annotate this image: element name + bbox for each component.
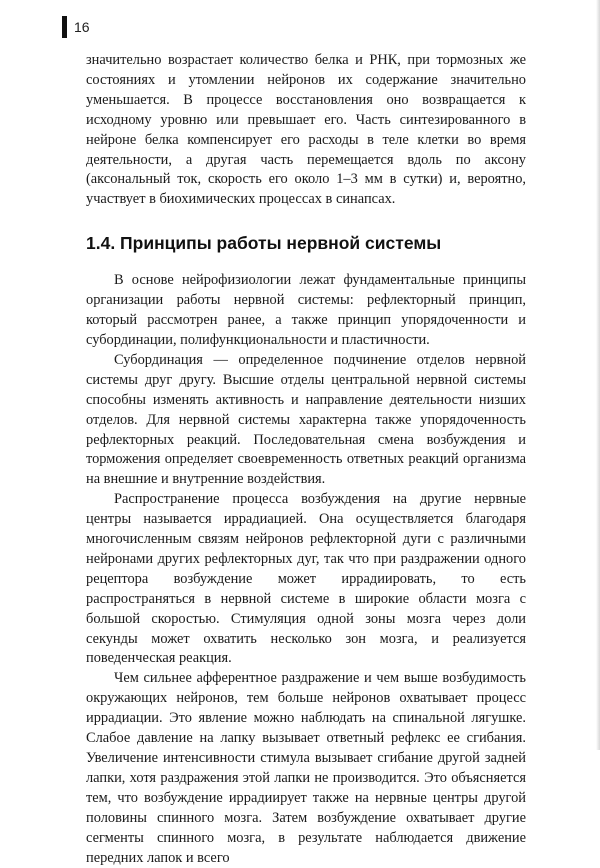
page-content: [86, 51, 526, 868]
section-heading: 1.4. Принципы работы нервной системы: [86, 233, 442, 254]
paragraph-principles: В основе нейрофизиологии лежат фундаментальные принципы организации работы нервной системы: рефлекторный принцип, который рассмотрен ранее, а также принцип упорядоченности и субординации, полифункциональности и пластичности.: [86, 272, 526, 348]
paragraph-continuation: значительно возрастает количество белка и РНК, при тормозных же состояниях и утомлении нейронов их содержание значительно уменьшается. В процессе восстановления оно возвращается к исходному уровню или превышает его. Часть синтезированного в нейроне белка компенсирует его расходы в теле клетки во время деятельности, а другая часть перемещается вдоль по аксону (аксональный ток, скорость его около 1–3 мм в сутки) и, вероятно, участвует в биохимических процессах в синапсах.: [86, 52, 526, 208]
paragraph-afferent-stimulus: Чем сильнее афферентное раздражение и чем выше возбудимость окружающих нейронов, тем больше нейронов охватывает процесс иррадиации. Это явление можно наблюдать на спинальной лягушке. Слабое давление на лапку вызывает ответный рефлекс ее сгибания. Увеличение интенсивности стимула вызывает сгибание другой задней лапки, хотя раздражения этой лапки не производится. Это объясняется тем, что возбуждение иррадиирует также на нервные центры другой половины спинного мозга. Затем возбуждение охватывает другие сегменты спинного мозга, в результате наблюдается движение передних лапок и всего: [86, 670, 526, 866]
page-number: 16: [74, 19, 90, 35]
page-number-marker: [62, 16, 67, 38]
paragraph-subordination: Субординация — определенное подчинение отделов нервной системы друг другу. Высшие отделы центральной нервной системы способны изменять активность и направление деятельности низших отделов. Для нервной системы характерна также упорядоченность рефлекторных реакций. Последовательная смена возбуждения и торможения определяет своевременность ответных реакций организма на внешние и внутренние воздействия.: [86, 351, 526, 488]
page-edge-shadow: [596, 0, 600, 750]
paragraph-irradiation: Распространение процесса возбуждения на другие нервные центры называется иррадиацией. Она осуществляется благодаря многочисленным связям нейронов рефлекторной дуги с различными нейронами других рефлекторных дуг, так что при раздражении одного рецептора возбуждение может иррадиировать, то есть распространяться в нервной системе в широкие области мозга с большой скоростью. Стимуляция одной зоны мозга через доли секунды может охватить несколько зон мозга, и реализуется поведенческая реакция.: [86, 491, 526, 667]
